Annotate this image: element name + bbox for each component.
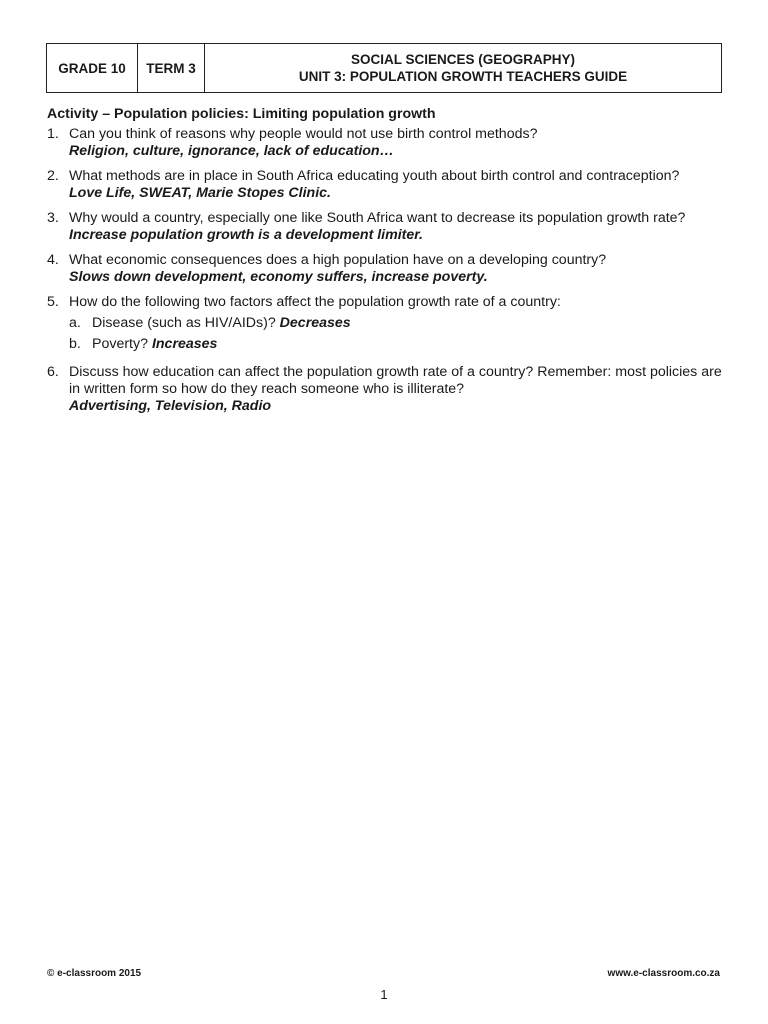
question-text: Can you think of reasons why people would not use birth control methods?: [69, 126, 538, 142]
question-number: 6.: [47, 364, 59, 380]
question-text: Why would a country, especially one like South Africa want to decrease its population growth rate?: [69, 210, 686, 226]
sub-question: [69, 336, 727, 353]
unit-title: UNIT 3: POPULATION GROWTH TEACHERS GUIDE: [298, 69, 628, 84]
question-text: What methods are in place in South Africa educating youth about birth control and contraception?: [69, 168, 680, 184]
question-item: [47, 210, 727, 244]
answer-text: Slows down development, economy suffers, increase poverty.: [69, 269, 488, 285]
question-number: 4.: [47, 252, 59, 268]
sub-question-text: Disease (such as HIV/AIDs)?: [92, 315, 276, 331]
question-item: [47, 168, 727, 202]
document-body: [47, 106, 727, 423]
question-item: [47, 252, 727, 286]
sub-question-letter: a.: [69, 315, 81, 331]
sub-answer-text: Decreases: [279, 315, 351, 331]
question-number: 2.: [47, 168, 59, 184]
sub-question-text: Poverty?: [92, 336, 148, 352]
question-number: 1.: [47, 126, 59, 142]
footer-website: www.e-classroom.co.za: [607, 968, 720, 979]
header-table: [46, 43, 722, 93]
sub-answer-text: Increases: [151, 336, 218, 352]
footer-copyright: © e-classroom 2015: [47, 968, 142, 979]
answer-text: Religion, culture, ignorance, lack of education…: [69, 143, 394, 159]
term-cell: TERM 3: [138, 44, 205, 92]
question-text: What economic consequences does a high population have on a developing country?: [69, 252, 607, 268]
answer-text: Increase population growth is a development limiter.: [69, 227, 423, 243]
question-number: 5.: [47, 294, 59, 310]
question-item: [47, 364, 727, 415]
activity-title: Activity – Population policies: Limiting population growth: [47, 106, 436, 122]
grade-cell: GRADE 10: [47, 44, 138, 92]
question-item: [47, 126, 727, 160]
title-cell: [205, 44, 721, 92]
subject-title: SOCIAL SCIENCES (GEOGRAPHY): [350, 52, 576, 67]
sub-question-letter: b.: [69, 336, 81, 352]
question-number: 3.: [47, 210, 59, 226]
sub-question: [69, 315, 727, 332]
question-text: Discuss how education can affect the population growth rate of a country? Remember: most policies are in written form so how do they reach someone who is illiterate?: [69, 364, 722, 397]
question-text: How do the following two factors affect the population growth rate of a country:: [69, 294, 561, 310]
question-item: [47, 294, 727, 356]
answer-text: Advertising, Television, Radio: [69, 398, 272, 414]
page-number: 1: [380, 987, 388, 1002]
answer-text: Love Life, SWEAT, Marie Stopes Clinic.: [69, 185, 331, 201]
